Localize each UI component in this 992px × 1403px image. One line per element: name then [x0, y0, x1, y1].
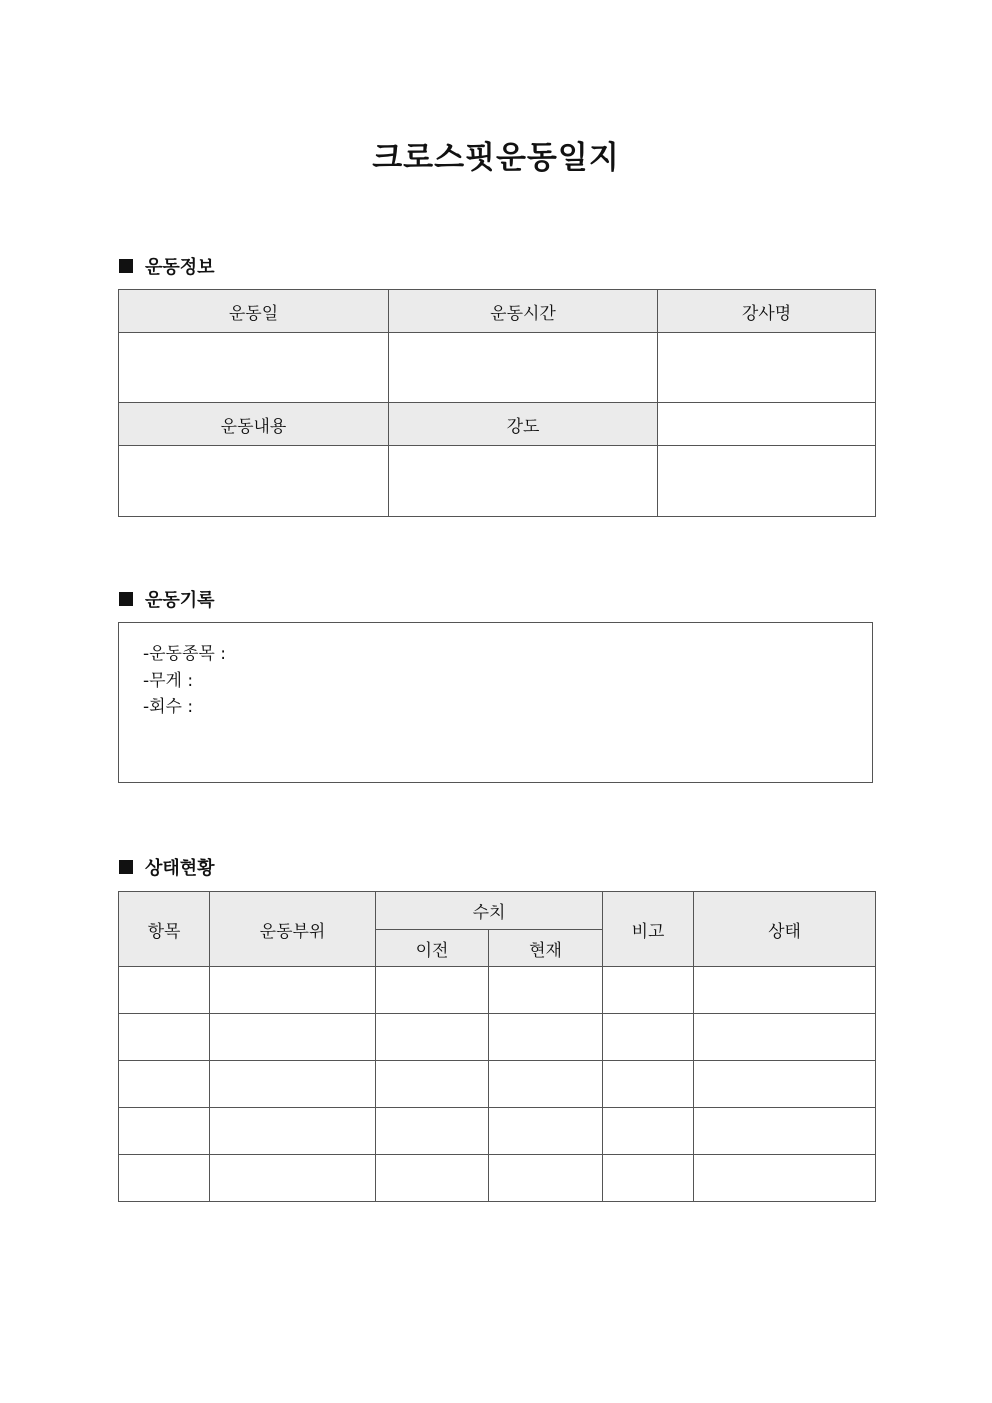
note-cell[interactable] [603, 1014, 694, 1061]
state-cell[interactable] [694, 1014, 876, 1061]
exercise-time-cell[interactable] [389, 333, 658, 403]
state-cell[interactable] [694, 967, 876, 1014]
section-status-heading [119, 854, 215, 880]
item-cell[interactable] [119, 967, 210, 1014]
note-cell[interactable] [603, 1061, 694, 1108]
current-cell[interactable] [489, 1108, 603, 1155]
exercise-date-cell[interactable] [119, 333, 389, 403]
before-cell[interactable] [376, 967, 489, 1014]
square-bullet-icon [119, 860, 133, 874]
record-line-weight: -무게 : [143, 670, 194, 691]
section-record-heading [119, 586, 215, 612]
table-row [119, 1014, 876, 1061]
note-cell[interactable] [603, 1108, 694, 1155]
before-cell[interactable] [376, 1061, 489, 1108]
header-value: 수치 [376, 892, 603, 930]
square-bullet-icon [119, 592, 133, 606]
blank-cell[interactable] [658, 403, 876, 446]
record-line-reps: -회수 : [143, 697, 194, 717]
body-part-cell[interactable] [210, 1014, 376, 1061]
item-cell[interactable] [119, 1108, 210, 1155]
header-intensity: 강도 [389, 403, 658, 446]
current-cell[interactable] [489, 1155, 603, 1202]
section-info-label: 운동정보 [145, 257, 215, 278]
header-exercise-date: 운동일 [119, 290, 389, 333]
header-exercise-time: 운동시간 [389, 290, 658, 333]
section-info-heading [119, 253, 215, 279]
before-cell[interactable] [376, 1014, 489, 1061]
section-status-label: 상태현황 [145, 858, 215, 879]
page-title: 크로스핏운동일지 [372, 140, 620, 176]
header-exercise-content: 운동내용 [119, 403, 389, 446]
body-part-cell[interactable] [210, 1155, 376, 1202]
header-state: 상태 [694, 892, 876, 967]
state-cell[interactable] [694, 1061, 876, 1108]
state-cell[interactable] [694, 1108, 876, 1155]
before-cell[interactable] [376, 1155, 489, 1202]
header-current: 현재 [489, 930, 603, 967]
exercise-content-cell[interactable] [119, 446, 389, 517]
item-cell[interactable] [119, 1155, 210, 1202]
note-cell[interactable] [603, 1155, 694, 1202]
extra-cell[interactable] [658, 446, 876, 517]
table-row [119, 967, 876, 1014]
table-row [119, 1061, 876, 1108]
body-part-cell[interactable] [210, 1061, 376, 1108]
status-table [118, 891, 876, 1202]
section-record-label: 운동기록 [145, 590, 215, 611]
record-line-exercise: -운동종목 : [143, 644, 226, 664]
header-body-part: 운동부위 [210, 892, 376, 967]
header-before: 이전 [376, 930, 489, 967]
table-row [119, 1108, 876, 1155]
current-cell[interactable] [489, 967, 603, 1014]
item-cell[interactable] [119, 1014, 210, 1061]
square-bullet-icon [119, 259, 133, 273]
note-cell[interactable] [603, 967, 694, 1014]
info-table [118, 289, 876, 517]
header-note: 비고 [603, 892, 694, 967]
item-cell[interactable] [119, 1061, 210, 1108]
record-box[interactable] [118, 622, 873, 783]
body-part-cell[interactable] [210, 1108, 376, 1155]
instructor-cell[interactable] [658, 333, 876, 403]
current-cell[interactable] [489, 1061, 603, 1108]
before-cell[interactable] [376, 1108, 489, 1155]
intensity-cell[interactable] [389, 446, 658, 517]
current-cell[interactable] [489, 1014, 603, 1061]
table-row [119, 1155, 876, 1202]
header-instructor: 강사명 [658, 290, 876, 333]
body-part-cell[interactable] [210, 967, 376, 1014]
header-item: 항목 [119, 892, 210, 967]
state-cell[interactable] [694, 1155, 876, 1202]
